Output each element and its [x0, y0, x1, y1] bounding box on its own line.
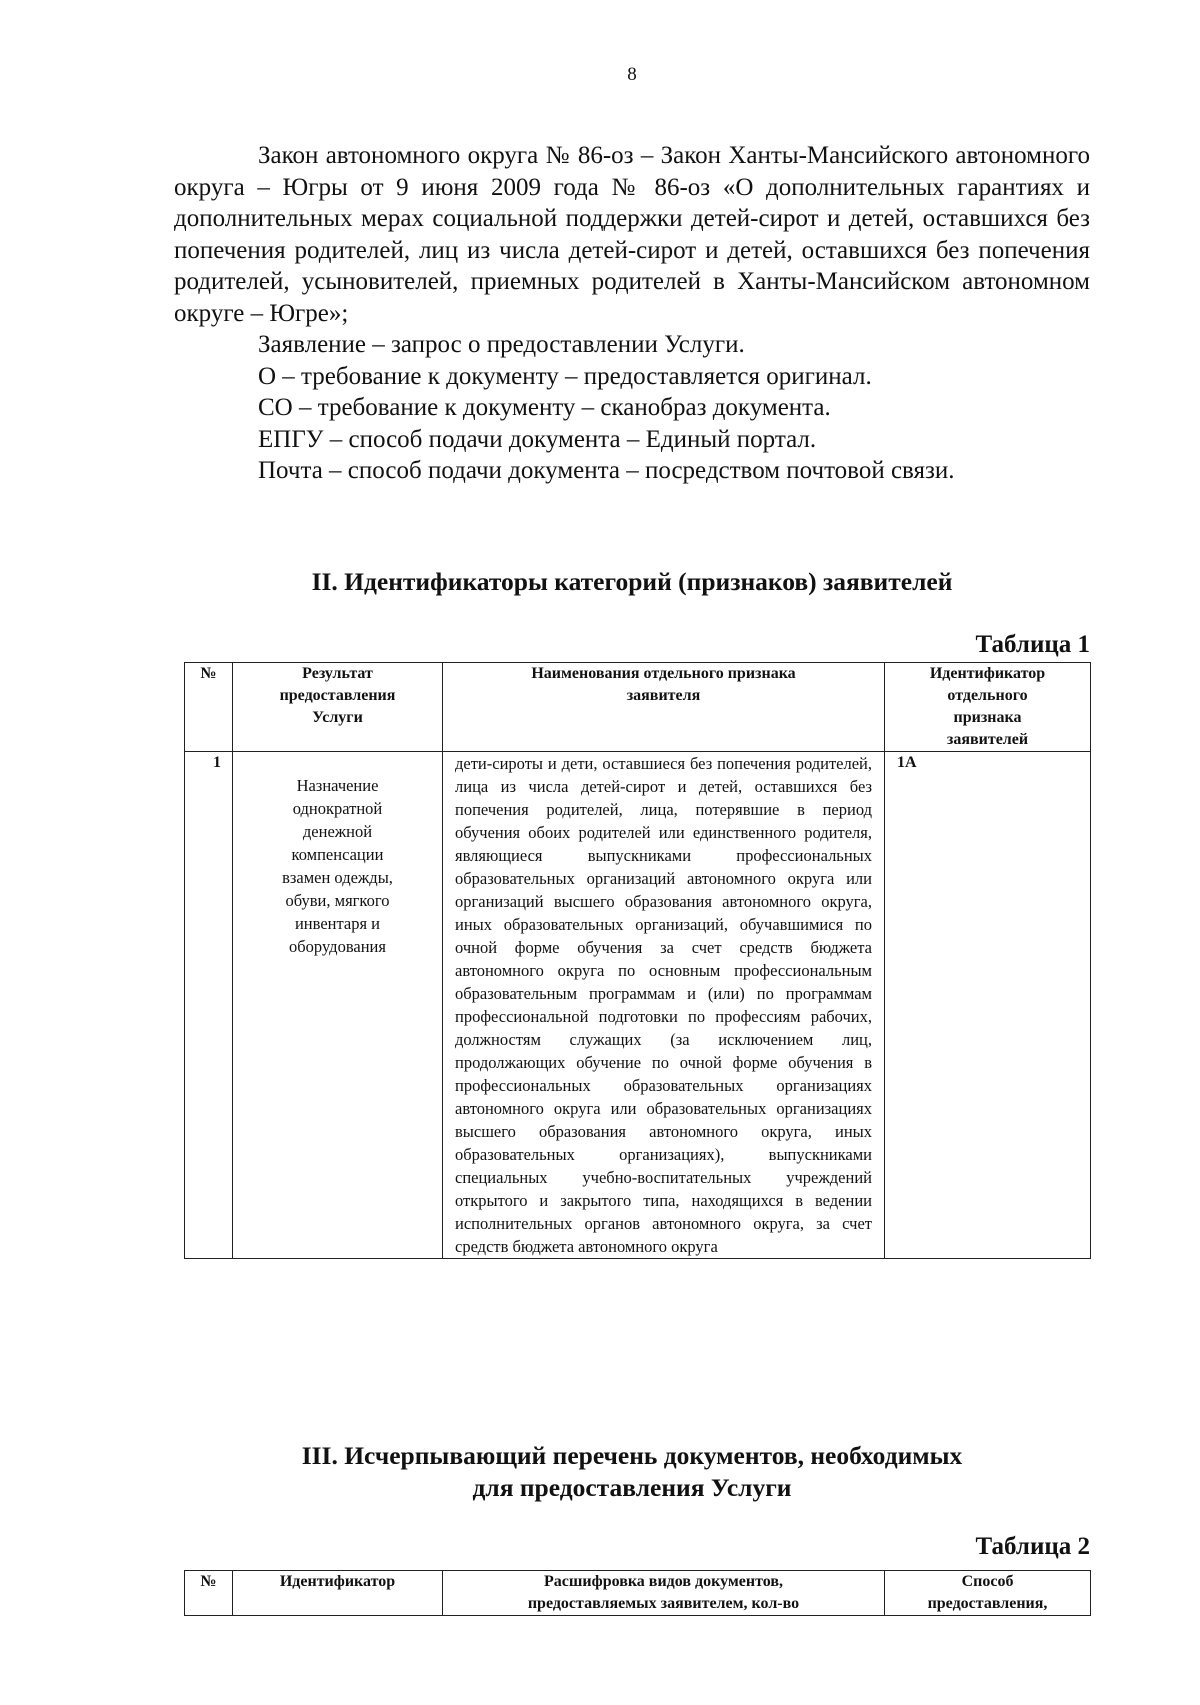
section-3-title-line-1: III. Исчерпывающий перечень документов, необходимых	[301, 1441, 963, 1470]
section-3-title-line-2: для предоставления Услуги	[472, 1473, 792, 1502]
table-header-row	[185, 663, 1091, 752]
table-1-caption: Таблица 1	[975, 631, 1090, 658]
row-result: Назначение однократной денежной компенсации взамен одежды, обуви, мягкого инвентаря и оборудования	[233, 752, 443, 1259]
section-3-title	[174, 1440, 1090, 1504]
definition-application: Заявление – запрос о предоставлении Услуги.	[258, 331, 745, 358]
header-documents: Расшифровка видов документов, предоставляемых заявителем, кол-во	[443, 1571, 885, 1616]
definition-original: О – требование к документу – предоставляется оригинал.	[258, 362, 872, 390]
row-number: 1	[185, 752, 233, 1259]
section-2-title: II. Идентификаторы категорий (признаков) заявителей	[311, 567, 953, 596]
header-identifier: Идентификатор	[233, 1571, 443, 1616]
header-num: №	[185, 663, 233, 752]
definition-epgu: ЕПГУ – способ подачи документа – Единый портал.	[258, 425, 817, 453]
row-feature-name: дети-сироты и дети, оставшиеся без попечения родителей, лица из числа детей-сирот и детей, оставшихся без попечения родителей, лица, потерявшие в период обучения обоих родителей или единственного родителя, являющиеся выпускниками профессиональных образовательных организаций автономного округа или организаций высшего образования автономного округа, иных образовательных организаций, обучавшимися по очной форме обучения за счет средств бюджета автономного округа по основным профессиональным образовательным программам и (или) по программам профессиональной подготовки по профессиям рабочих, должностям служащих (за исключением лиц, продолжающих обучение по очной форме обучения в профессиональных образовательных организациях автономного округа или образовательных организациях высшего образования автономного округа, иных образовательных организациях), выпускниками специальных учебно-воспитательных учреждений открытого и закрытого типа, находящихся в ведении исполнительных органов автономного округа, за счет средств бюджета автономного округа	[443, 752, 885, 1259]
definitions-block	[174, 140, 1090, 487]
definition-scan: СО – требование к документу – сканобраз документа.	[258, 394, 831, 421]
header-feature-name: Наименования отдельного признака заявителя	[443, 663, 885, 752]
header-submission-method: Способ предоставления,	[885, 1571, 1091, 1616]
law-definition: Закон автономного округа № 86-оз – Закон Ханты-Мансийского автономного округа – Югры от 9 июня 2009 года № 86-оз «О дополнительных гарантиях и дополнительных мерах социальной поддержки детей-сирот и детей, оставшихся без попечения родителей, лиц из числа детей-сирот и детей, оставшихся без попечения родителей, усыновителей, приемных родителей в Ханты-Мансийском автономном округе – Югре»;	[174, 142, 1090, 327]
documents-table	[184, 1570, 1091, 1616]
row-feature-id: 1А	[885, 752, 1091, 1259]
table-header-row	[185, 1571, 1091, 1616]
header-feature-id: Идентификатор отдельного признака заявителей	[885, 663, 1091, 752]
header-num: №	[185, 1571, 233, 1616]
applicant-categories-table	[184, 662, 1091, 1259]
table-2-caption: Таблица 2	[975, 1533, 1090, 1560]
table-row	[185, 752, 1091, 1259]
header-result: Результат предоставления Услуги	[233, 663, 443, 752]
definition-mail: Почта – способ подачи документа – посредством почтовой связи.	[258, 457, 955, 484]
page-number: 8	[627, 64, 637, 85]
